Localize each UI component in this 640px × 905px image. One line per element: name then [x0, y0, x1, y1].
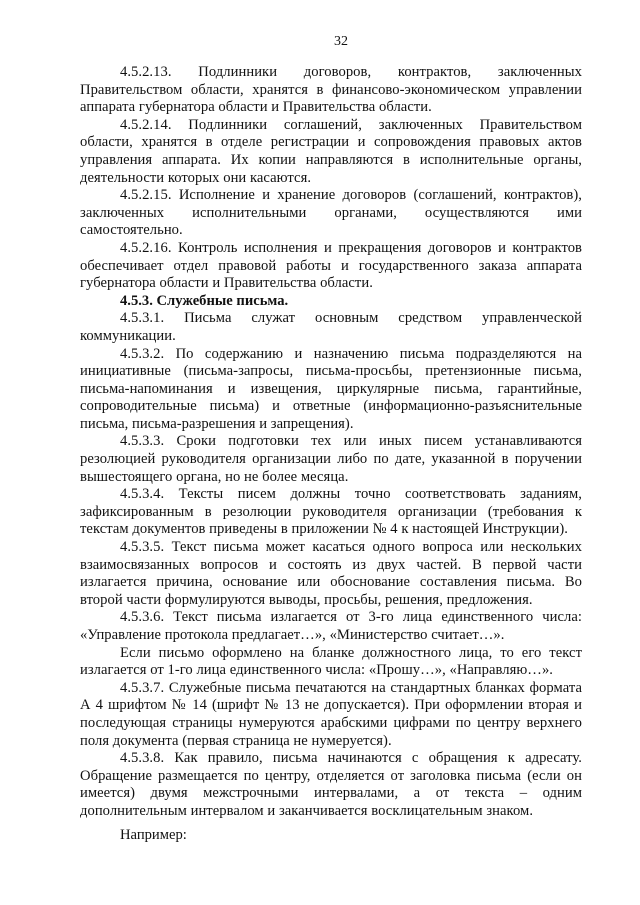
paragraph-4-5-3-4: 4.5.3.4. Тексты писем должны точно соответствовать заданиям, зафиксированным в резолюции руководителя организации (требования к текстам документов приведены в приложении № 4 к настоящей Инструкции).	[80, 486, 582, 538]
paragraph-4-5-2-15: 4.5.2.15. Исполнение и хранение договоров (соглашений, контрактов), заключенных исполнительными органами, осуществляются ими самостоятельно.	[80, 187, 582, 239]
section-heading: 4.5.3. Служебные письма.	[120, 292, 289, 309]
paragraph-4-5-3-6: 4.5.3.6. Текст письма излагается от 3-го лица единственного числа: «Управление протокола предлагает…», «Министерство считает…».	[80, 609, 582, 643]
example-label: Например:	[120, 826, 187, 843]
paragraph-4-5-2-14: 4.5.2.14. Подлинники соглашений, заключенных Правительством области, хранятся в отделе регистрации и сопровождения правовых актов управления аппарата. Их копии направляются в исполнительные органы, деятельности которых они касаются.	[80, 116, 582, 186]
paragraph-4-5-3-3: 4.5.3.3. Сроки подготовки тех или иных писем устанавливаются резолюцией руководителя организации либо по дате, указанной в поручении вышестоящего органа, но не более месяца.	[80, 433, 582, 485]
paragraph-4-5-2-13: 4.5.2.13. Подлинники договоров, контрактов, заключенных Правительством области, хранятся в финансово-экономическом управлении аппарата губернатора области и Правительства области.	[80, 64, 582, 116]
paragraph-4-5-3-1: 4.5.3.1. Письма служат основным средством управленческой коммуникации.	[80, 310, 582, 344]
paragraph-4-5-3-7: 4.5.3.7. Служебные письма печатаются на стандартных бланках формата А 4 шрифтом № 14 (шрифт № 13 не допускается). При оформлении вторая и последующая страницы нумеруются арабскими цифрами по центру верхнего поля документа (первая страница не нумеруется).	[80, 679, 582, 749]
paragraph-4-5-3-2: 4.5.3.2. По содержанию и назначению письма подразделяются на инициативные (письма-запросы, письма-просьбы, претензионные письма, письма-напоминания и извещения, циркулярные письма, гарантийные, сопроводительные письма) и ответные (информационно-разъяснительные письма, письма-разрешения и запрещения).	[80, 345, 582, 432]
paragraph-letterhead-note: Если письмо оформлено на бланке должностного лица, то его текст излагается от 1-го лица единственного числа: «Прошу…», «Направляю…».	[80, 644, 582, 679]
page-number: 32	[334, 34, 348, 49]
paragraph-4-5-2-16: 4.5.2.16. Контроль исполнения и прекращения договоров и контрактов обеспечивает отдел правовой работы и государственного заказа аппарата губернатора области и Правительства области.	[80, 239, 582, 292]
paragraph-4-5-3-5: 4.5.3.5. Текст письма может касаться одного вопроса или нескольких взаимосвязанных вопросов и состоять из двух частей. В первой части излагается причина, основание или обоснование составления письма. Во второй части формулируются выводы, просьбы, решения, предложения.	[80, 539, 582, 608]
paragraph-4-5-3-8: 4.5.3.8. Как правило, письма начинаются с обращения к адресату. Обращение размещается по центру, отделяется от заголовка письма (если он имеется) двумя межстрочными интервалами, а от текста – одним дополнительным интервалом и заканчивается восклицательным знаком.	[80, 750, 582, 819]
